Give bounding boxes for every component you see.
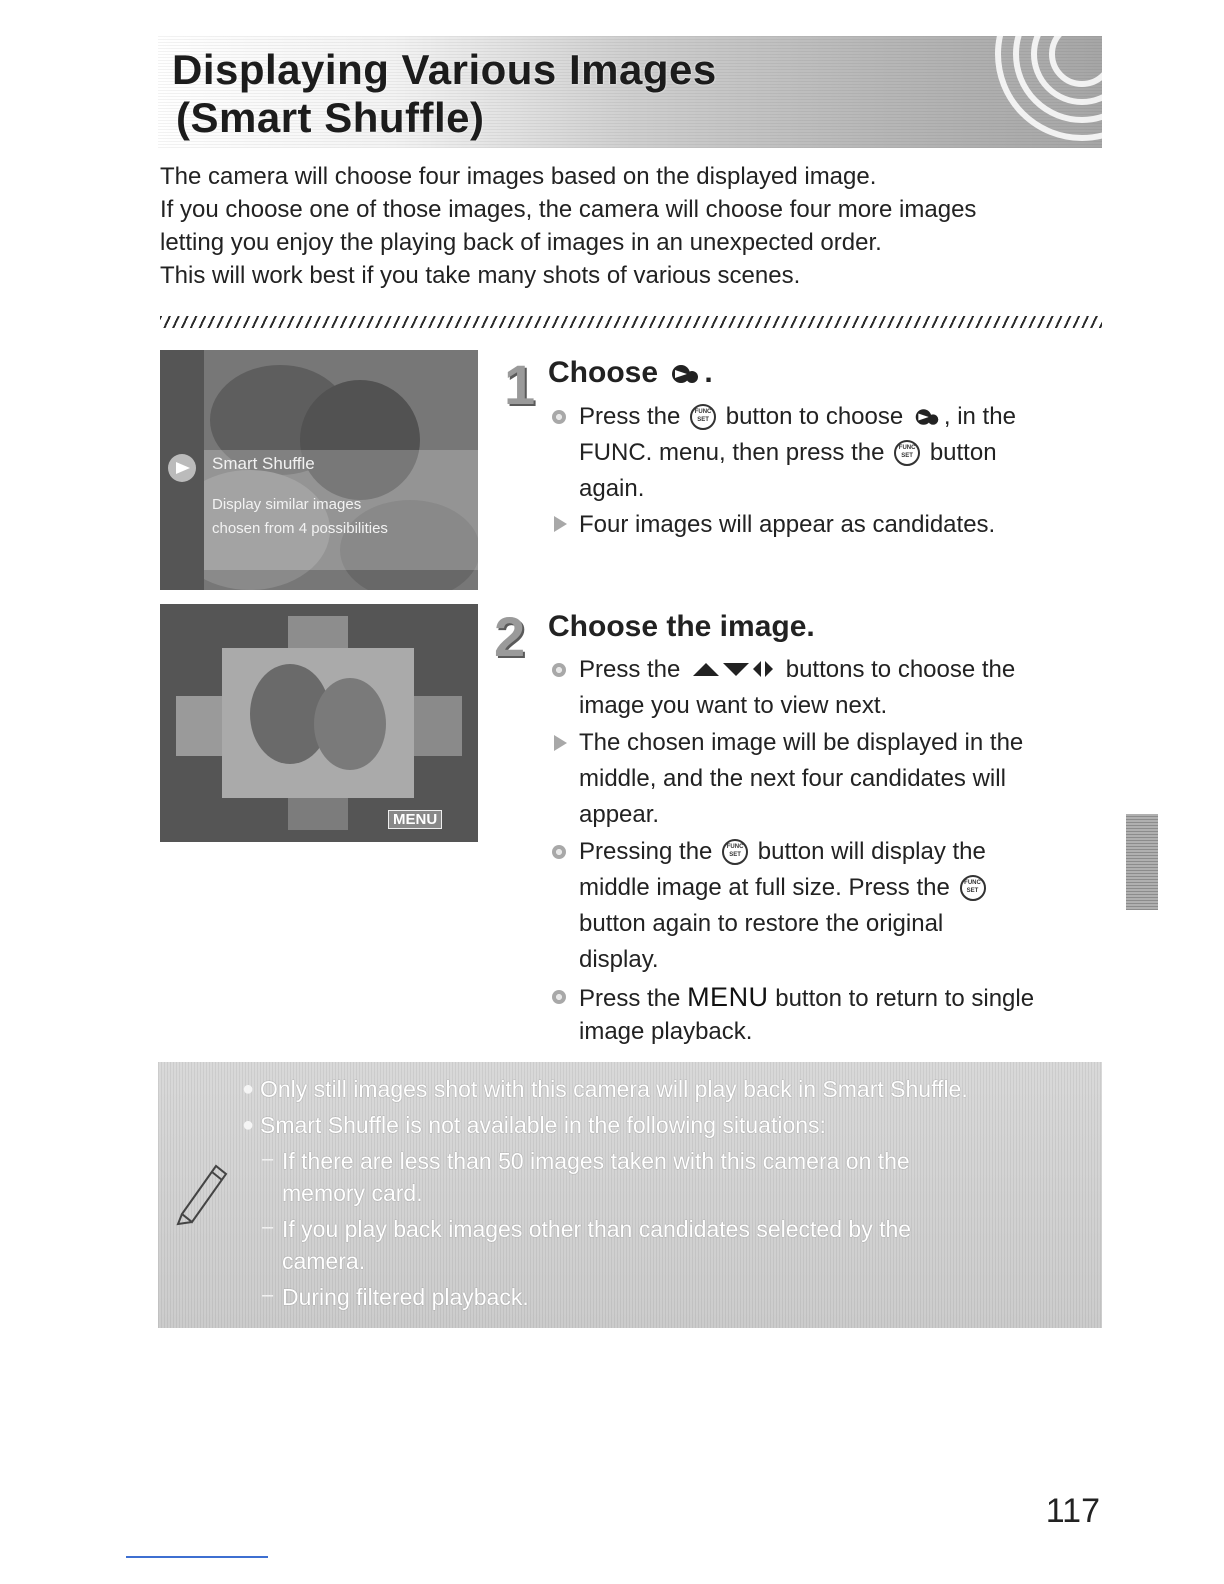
note-text: Smart Shuffle is not available in the following situations: <box>260 1112 826 1138</box>
footer-rule <box>126 1556 268 1558</box>
result-arrow-icon <box>554 516 567 532</box>
chapter-tab <box>1126 814 1158 910</box>
intro-line: letting you enjoy the playing back of images in an unexpected order. <box>160 229 882 256</box>
step2-instruction: middle image at full size. Press the FUNC SET <box>579 874 989 902</box>
bullet-icon <box>552 845 566 859</box>
step2-instruction: Press the buttons to choose the <box>579 656 1016 683</box>
page-title-line2: (Smart Shuffle) <box>176 94 485 141</box>
func-set-button-icon <box>690 404 716 430</box>
menu-title: Smart Shuffle <box>212 454 315 473</box>
step1-result: Four images will appear as candidates. <box>579 511 996 538</box>
direction-arrows-icon <box>691 659 775 679</box>
sub-bullet-icon: – <box>262 1148 274 1170</box>
step2-result: The chosen image will be displayed in the <box>579 729 1024 756</box>
bullet-icon <box>552 663 566 677</box>
candidate-layout <box>160 604 478 842</box>
menu-button-label: MENU <box>687 982 769 1012</box>
swirl-decoration-icon <box>932 36 1102 148</box>
menu-description: chosen from 4 possibilities <box>212 520 388 537</box>
menu-badge: MENU <box>388 810 442 829</box>
func-set-button-icon <box>894 440 920 466</box>
screenshot-shuffle-candidates <box>160 604 478 842</box>
intro-line: This will work best if you take many shots of various scenes. <box>160 262 801 289</box>
step2-instruction: Press the MENU button to return to single <box>579 982 1035 1012</box>
func-set-button-icon <box>722 839 748 865</box>
photo-background <box>160 350 478 590</box>
note-bullet-icon: ● <box>242 1114 255 1136</box>
note-text: Only still images shot with this camera will play back in Smart Shuffle. <box>260 1076 968 1102</box>
menu-description: Display similar images <box>212 496 362 513</box>
pencil-icon <box>172 1154 232 1226</box>
note-subitem: camera. <box>282 1248 366 1274</box>
title-banner <box>158 36 1102 148</box>
note-subitem: If you play back images other than candidates selected by the <box>282 1216 912 1242</box>
step2-result: appear. <box>579 801 660 828</box>
bullet-icon <box>552 410 566 424</box>
step1-instruction: Press the FUNC SET button to choose , in the <box>579 403 1016 431</box>
sub-bullet-icon: – <box>262 1284 274 1306</box>
step2-instruction: button again to restore the original <box>579 910 944 937</box>
step2-instruction: Pressing the FUNC SET button will display the <box>579 838 986 866</box>
smart-shuffle-icon <box>670 363 700 385</box>
step1-heading: Choose . <box>548 356 713 389</box>
note-bullet-icon: ● <box>242 1078 255 1100</box>
page-title-line1: Displaying Various Images <box>172 46 717 93</box>
intro-line: If you choose one of those images, the camera will choose four more images <box>160 196 977 223</box>
step1-instruction: FUNC. menu, then press the FUNC SET button <box>579 439 997 467</box>
page-number: 117 <box>1045 1492 1100 1530</box>
screenshot-func-menu <box>160 350 478 590</box>
sub-bullet-icon: – <box>262 1216 274 1238</box>
hatched-divider <box>160 316 1102 328</box>
step2-result: middle, and the next four candidates will <box>579 765 1006 792</box>
step2-heading: Choose the image. <box>548 610 815 643</box>
step2-instruction: display. <box>579 946 659 973</box>
intro-line: The camera will choose four images based on the displayed image. <box>160 163 877 190</box>
step-number: 2 <box>494 605 526 668</box>
step2-instruction: image you want to view next. <box>579 692 888 719</box>
result-arrow-icon <box>554 735 567 751</box>
note-subitem: If there are less than 50 images taken with this camera on the <box>282 1148 910 1174</box>
notes-box <box>158 1062 1102 1328</box>
step-number: 1 <box>504 353 536 416</box>
step2-instruction: image playback. <box>579 1018 753 1045</box>
func-set-button-icon <box>960 875 986 901</box>
smart-shuffle-icon <box>914 407 940 427</box>
note-subitem: During filtered playback. <box>282 1284 529 1310</box>
bullet-icon <box>552 990 566 1004</box>
step1-instruction: again. <box>579 475 645 502</box>
note-subitem: memory card. <box>282 1180 423 1206</box>
